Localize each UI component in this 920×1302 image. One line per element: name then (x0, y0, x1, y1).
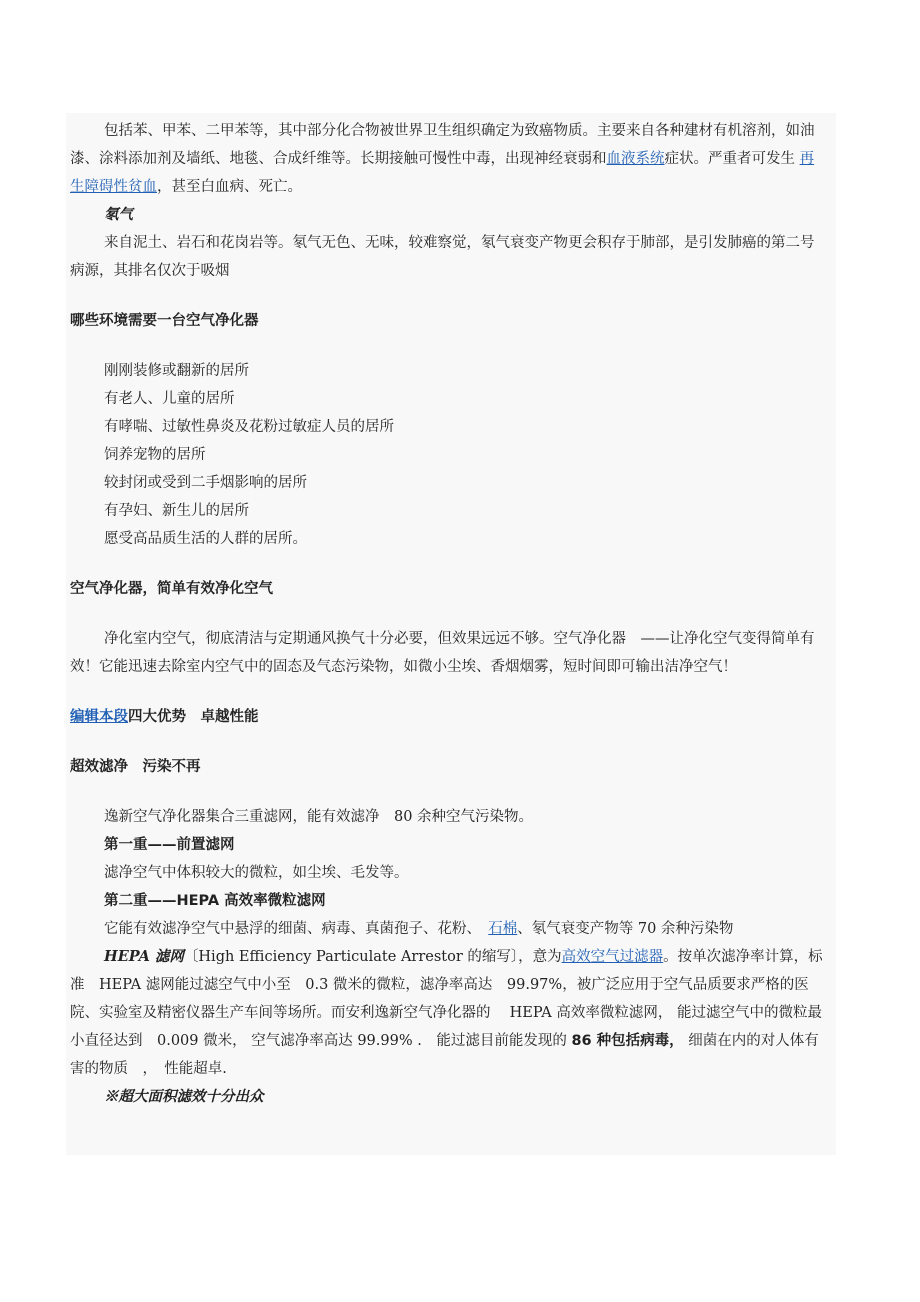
content-area (66, 113, 836, 1155)
simple-heading: 空气净化器，简单有效净化空气 (70, 581, 273, 597)
radon-title: 氡气 (104, 206, 133, 223)
hepa-term: HEPA 滤网 (104, 948, 184, 965)
layer1-body: 滤净空气中体积较大的微粒，如尘埃、毛发等。 (104, 865, 409, 881)
environments-heading: 哪些环境需要一台空气净化器 (70, 313, 259, 329)
link-asbestos[interactable]: 石棉 (488, 921, 518, 937)
list-item: 有哮喘、过敏性鼻炎及花粉过敏症人员的居所 (104, 419, 394, 435)
list-item: 较封闭或受到二手烟影响的居所 (104, 475, 307, 491)
list-item: 刚刚装修或翻新的居所 (104, 363, 249, 379)
advantages-heading: 编辑本段四大优势 卓越性能 (70, 709, 259, 725)
note-line: ※超大面积滤效十分出众 (104, 1088, 264, 1105)
filtration-heading: 超效滤净 污染不再 (70, 759, 201, 775)
layer2-body: 它能有效滤净空气中悬浮的细菌、病毒、真菌孢子、花粉、 石棉、氡气衰变产物等 70 余种污染物 (104, 921, 734, 937)
list-item: 有老人、儿童的居所 (104, 391, 235, 407)
simple-paragraph: 净化室内空气，彻底清洁与定期通风换气十分必要，但效果远远不够。空气净化器 ——让净化空气变得简单有效！它能迅速去除室内空气中的固态及气态污染物，如微小尘埃、香烟烟雾，短时间即可输出洁净空气！ (70, 631, 815, 675)
filters-intro: 逸新空气净化器集合三重滤网，能有效滤净 80 余种空气污染物。 (104, 809, 534, 825)
edit-section-link[interactable]: 编辑本段 (70, 709, 128, 725)
link-blood-system[interactable]: 血液系统 (606, 151, 665, 167)
link-aplastic-anemia[interactable]: 再生障碍性贫血 (70, 151, 815, 195)
list-item: 有孕妇、新生儿的居所 (104, 503, 249, 519)
list-item: 饲养宠物的居所 (104, 447, 206, 463)
layer2-title: 第二重——HEPA 高效率微粒滤网 (104, 893, 326, 909)
radon-paragraph: 来自泥土、岩石和花岗岩等。氡气无色、无味，较难察觉，氡气衰变产物更会积存于肺部，是引发肺癌的第二号病源，其排名仅次于吸烟 (70, 235, 815, 279)
hepa-paragraph: HEPA 滤网〔High Efficiency Particulate Arrestor 的缩写〕，意为高效空气过滤器。按单次滤净率计算，标准 HEPA 滤网能过滤空气中小至 0.3 微米的微粒，滤净率高达 99.97%，被广泛应用于空气品质要求严格的医院、实验室及精密仪器生产车间等场所。而安利逸新空气净化器的 HEPA 高效率微粒滤网， 能过滤空气中的微粒最小直径达到 0.009 微米， 空气滤净率高达 99.99% . 能过滤目前能发现的 86 种包括病毒， 细菌在内的对人体有害的物质 ， 性能超卓. (70, 948, 823, 1077)
list-item: 愿受高品质生活的人群的居所。 (104, 531, 307, 547)
intro-paragraph: 包括苯、甲苯、二甲苯等，其中部分化合物被世界卫生组织确定为致癌物质。主要来自各种建材有机溶剂，如油漆、涂料添加剂及墙纸、地毯、合成纤维等。长期接触可慢性中毒，出现神经衰弱和血液系统症状。严重者可发生 再生障碍性贫血，甚至白血病、死亡。 (70, 123, 815, 195)
link-hepa-filter[interactable]: 高效空气过滤器 (561, 949, 664, 965)
environments-list (70, 357, 828, 553)
layer1-title: 第一重——前置滤网 (104, 837, 235, 853)
